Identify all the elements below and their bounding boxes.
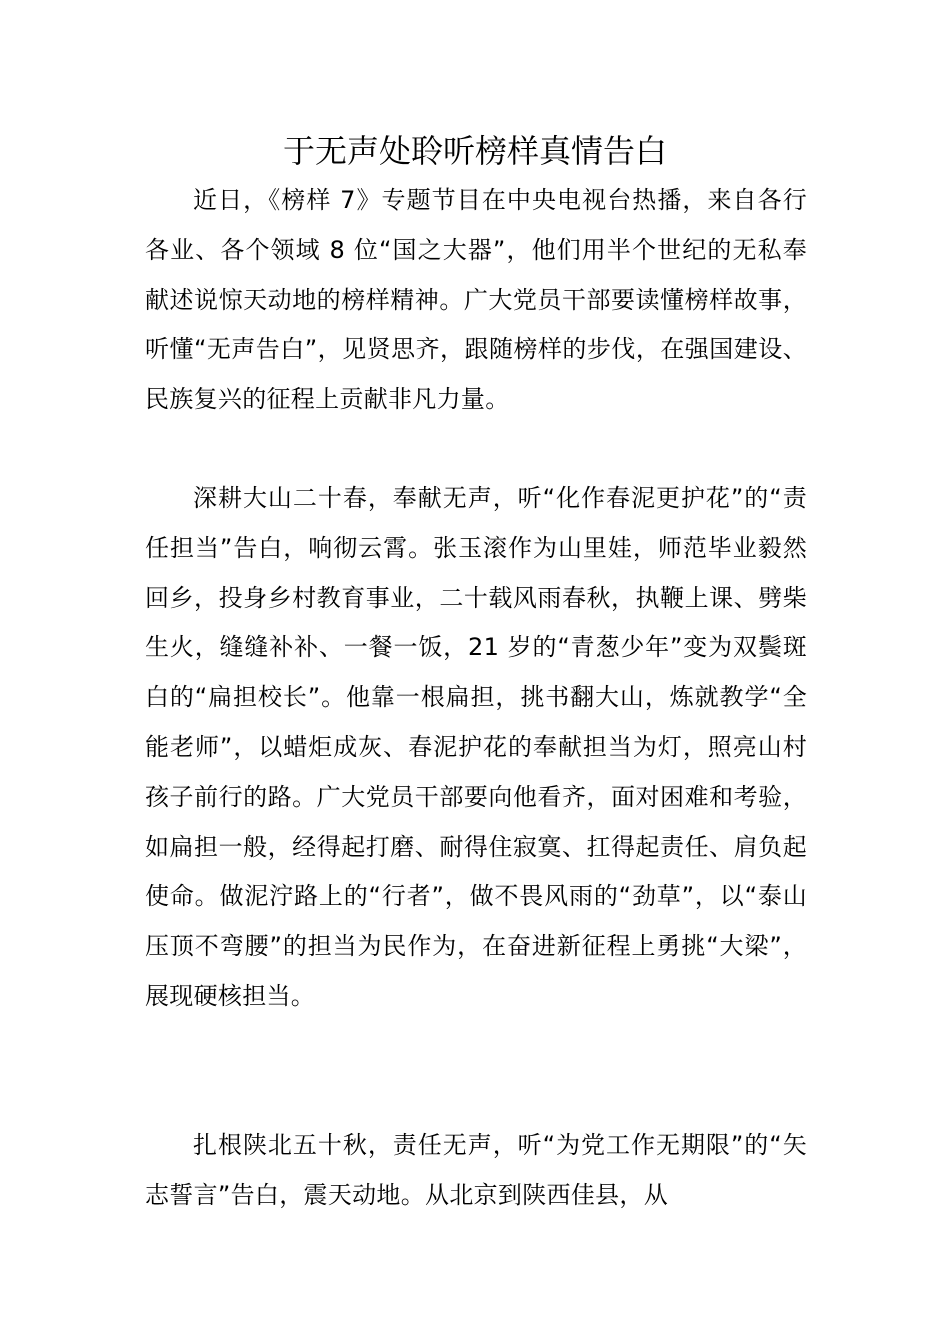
paragraph-3: 扎根陕北五十秋，责任无声，听“为党工作无期限”的“矢志誓言”告白，震天动地。从北京到陕西佳县，从	[145, 1131, 807, 1209]
paragraph-2: 深耕大山二十春，奉献无声，听“化作春泥更护花”的“责任担当”告白，响彻云霄。张玉滚作为山里娃，师范毕业毅然回乡，投身乡村教育事业，二十载风雨春秋，执鞭上课、劈柴生火，缝缝补补、一餐一饭，21 岁的“青葱少年”变为双鬓斑白的“扁担校长”。他靠一根扁担，挑书翻大山，炼就教学“全能老师”，以蜡炬成灰、春泥护花的奉献担当为灯，照亮山村孩子前行的路。广大党员干部要向他看齐，面对困难和考验，如扁担一般，经得起打磨、耐得住寂寞、扛得起责任、肩负起使命。做泥泞路上的“行者”，做不畏风雨的“劲草”，以“泰山压顶不弯腰”的担当为民作为，在奋进新征程上勇挑“大梁”，展现硬核担当。	[145, 484, 807, 1010]
document-title: 于无声处聆听榜样真情告白	[282, 132, 667, 170]
paragraph-1: 近日，《榜样 7》专题节目在中央电视台热播，来自各行各业、各个领域 8 位“国之大器”，他们用半个世纪的无私奉献述说惊天动地的榜样精神。广大党员干部要读懂榜样故事，听懂“无声告白”，见贤思齐，跟随榜样的步伐，在强国建设、民族复兴的征程上贡献非凡力量。	[145, 186, 807, 414]
